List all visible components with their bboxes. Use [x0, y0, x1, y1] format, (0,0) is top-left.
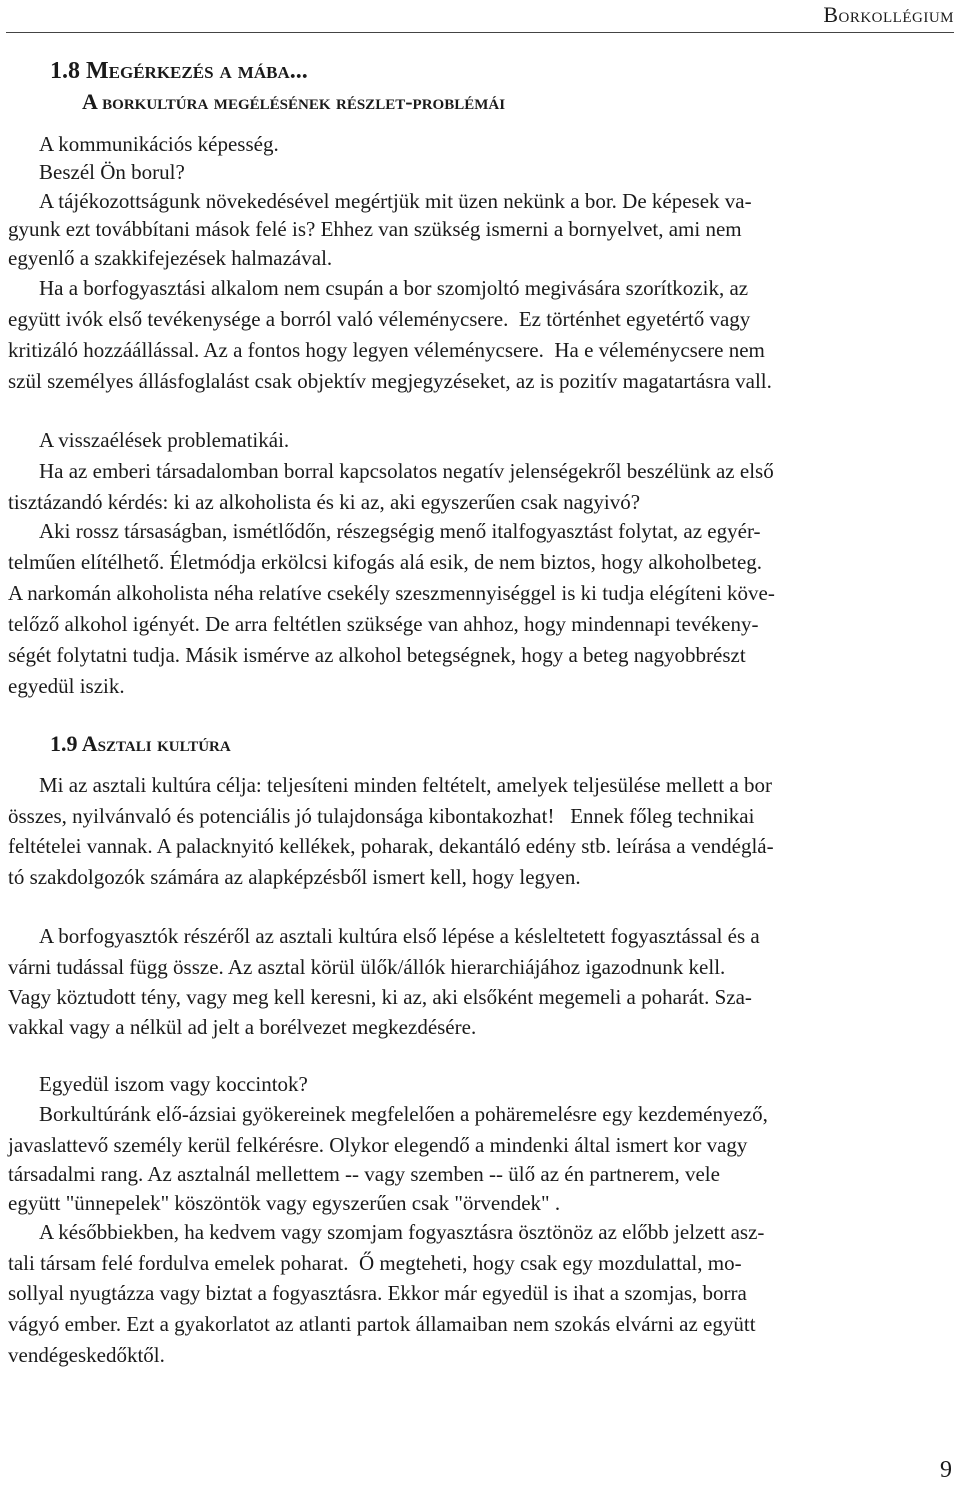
paragraph-line: tisztázandó kérdés: ki az alkoholista és ki az, aki egyszerűen csak nagyivó?: [8, 490, 641, 514]
paragraph-line: A borfogyasztók részéről az asztali kultúra első lépése a késleltetett fogyasztással és a: [39, 924, 760, 948]
paragraph-line: ségét folytatni tudja. Másik ismérve az alkohol betegségnek, hogy a beteg nagyobbrészt: [8, 643, 746, 667]
paragraph-line: társadalmi rang. Az asztalnál mellettem -- vagy szemben -- ülő az én partnerem, vele: [8, 1162, 720, 1186]
paragraph-line: telőző alkohol igényét. De arra feltétlen szüksége van ahhoz, hogy mindennapi tevékeny-: [8, 612, 759, 636]
paragraph-line: tali társam felé fordulva emelek poharat. Ő megteheti, hogy csak egy mozdulattal, mo-: [8, 1251, 742, 1275]
paragraph-line: A kommunikációs képesség.: [39, 132, 279, 156]
section-1-9-title: 1.9 Asztali kultúra: [50, 731, 231, 756]
paragraph-line: javaslattevő személy kerül felkérésre. Olykor elegendő a mindenki által ismert kor vagy: [8, 1133, 748, 1157]
paragraph-line: Borkultúránk elő-ázsiai gyökereinek megfelelően a pohäremelésre egy kezdeményező,: [39, 1102, 768, 1126]
paragraph-line: vágyó ember. Ezt a gyakorlatot az atlanti partok államaiban nem szokás elvárni az együtt: [8, 1312, 756, 1336]
paragraph-line: A későbbiekben, ha kedvem vagy szomjam fogyasztásra ösztönöz az előbb jelzett asz-: [39, 1220, 765, 1244]
paragraph-line: kritizáló hozzáállással. Az a fontos hogy legyen véleménycsere. Ha e véleménycsere nem: [8, 338, 765, 362]
paragraph-line: Aki rossz társaságban, ismétlődőn, részegségig menő italfogyasztást folytat, az egyér-: [39, 519, 761, 543]
paragraph-line: Egyedül iszom vagy koccintok?: [39, 1072, 308, 1096]
paragraph-line: sollyal nyugtázza vagy biztat a fogyasztásra. Ekkor már egyedül is ihat a szomjas, borra: [8, 1281, 747, 1305]
paragraph-line: összes, nyilvánvaló és potenciális jó tulajdonsága kibontakozhat! Ennek főleg technikai: [8, 804, 755, 828]
paragraph-line: Vagy köztudott tény, vagy meg kell keresni, ki az, aki elsőként megemeli a poharát. Sza-: [8, 985, 752, 1009]
paragraph-line: egyenlő a szakkifejezések halmazával.: [8, 246, 333, 270]
paragraph-line: Mi az asztali kultúra célja: teljesíteni minden feltételt, amelyek teljesülése mellett a bor: [39, 773, 772, 797]
paragraph-line: szül személyes állásfoglalást csak objektív megjegyzéseket, az is pozitív magatartásra vall.: [8, 369, 772, 393]
page-number: 9: [940, 1457, 952, 1483]
paragraph-line: A tájékozottságunk növekedésével megértjük mit üzen nekünk a bor. De képesek va-: [39, 189, 752, 213]
paragraph-line: Beszél Ön borul?: [39, 160, 185, 184]
paragraph-line: Ha a borfogyasztási alkalom nem csupán a bor szomjoltó megivására szorítkozik, az: [39, 276, 749, 300]
running-head: Borkollégium: [823, 2, 954, 27]
paragraph-line: Ha az emberi társadalomban borral kapcsolatos negatív jelenségekről beszélünk az első: [39, 459, 774, 483]
header-rule: [6, 32, 954, 33]
paragraph-line: vendégeskedőktől.: [8, 1343, 165, 1367]
paragraph-line: A narkomán alkoholista néha relatíve csekély szeszmennyiséggel is ki tudja elégíteni köve-: [8, 581, 775, 605]
paragraph-line: együtt "ünnepelek" köszöntök vagy egyszerűen csak "örvendek" .: [8, 1191, 561, 1215]
section-1-8-title: [50, 56, 308, 87]
paragraph-line: várni tudással függ össze. Az asztal körül ülők/állók hierarchiájához igazodnunk kell.: [8, 955, 726, 979]
paragraph-line: együtt ivók első tevékenysége a borról való véleménycsere. Ez történhet egyetértő vagy: [8, 307, 751, 331]
section-title-line1: 1.8 Megérkezés a mába...: [50, 58, 308, 84]
paragraph-line: tó szakdolgozók számára az alapképzésből ismert kell, hogy legyen.: [8, 865, 581, 889]
paragraph-line: A visszaélések problematikái.: [39, 428, 290, 452]
paragraph-line: vakkal vagy a nélkül ad jelt a borélvezet megkezdésére.: [8, 1015, 477, 1039]
paragraph-line: gyunk ezt továbbítani mások felé is? Ehhez van szükség ismerni a bornyelvet, ami nem: [8, 217, 742, 241]
section-1-8-subtitle: A borkultúra megélésének részlet-problémái: [82, 89, 506, 114]
paragraph-line: telműen elítélhető. Életmódja erkölcsi kifogás alá esik, de nem biztos, hogy alkoholbeteg.: [8, 550, 763, 574]
paragraph-line: egyedül iszik.: [8, 674, 125, 698]
paragraph-line: feltételei vannak. A palacknyitó kellékek, poharak, dekantáló edény stb. leírása a vendéglá-: [8, 834, 774, 858]
